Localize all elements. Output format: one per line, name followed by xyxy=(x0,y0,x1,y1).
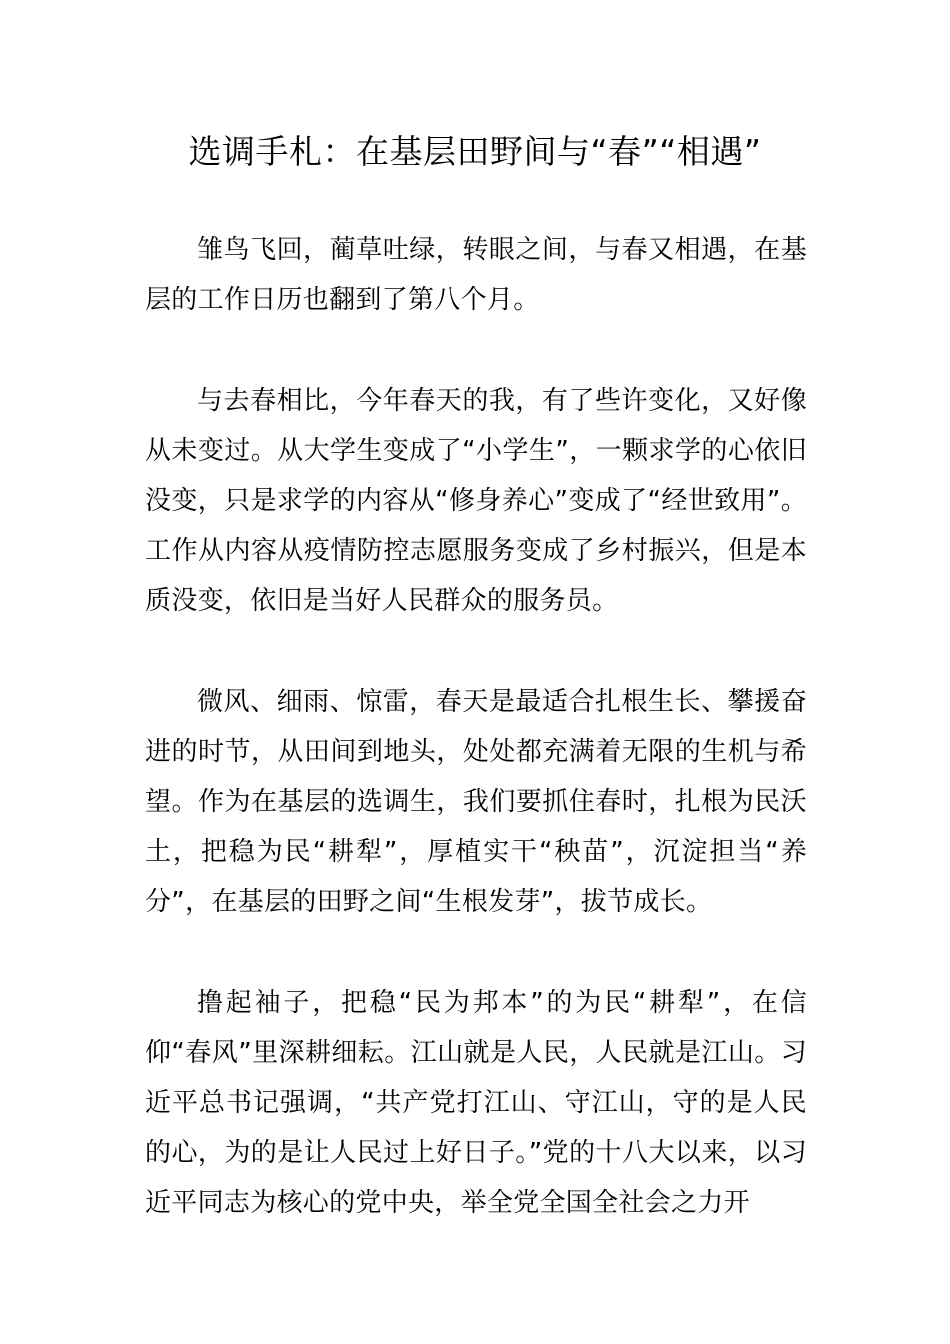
document-title: 选调手札：在基层田野间与“春”“相遇” xyxy=(188,132,762,171)
paragraph-1: 雏鸟飞回，蔺草吐绿，转眼之间，与春又相遇，在基层的工作日历也翻到了第八个月。 xyxy=(145,235,807,315)
paragraph-4: 撸起袖子，把稳“民为邦本”的为民“耕犁”，在信仰“春风”里深耕细耘。江山就是人民，人民就是江山。习近平总书记强调，“共产党打江山、守江山，守的是人民的心，为的是让人民过上好日子。”党的十八大以来，以习近平同志为核心的党中央，举全党全国全社会之力开 xyxy=(145,988,807,1218)
paragraph-3: 微风、细雨、惊雷，春天是最适合扎根生长、攀援奋进的时节，从田间到地头，处处都充满着无限的生机与希望。作为在基层的选调生，我们要抓住春时，扎根为民沃土，把稳为民“耕犁”，厚植实干“秧苗”，沉淀担当“养分”，在基层的田野之间“生根发芽”，拔节成长。 xyxy=(145,687,807,917)
paragraph-2: 与去春相比，今年春天的我，有了些许变化，又好像从未变过。从大学生变成了“小学生”，一颗求学的心依旧没变，只是求学的内容从“修身养心”变成了“经世致用”。工作从内容从疫情防控志愿服务变成了乡村振兴，但是本质没变，依旧是当好人民群众的服务员。 xyxy=(145,386,807,616)
document-body xyxy=(145,225,807,1279)
